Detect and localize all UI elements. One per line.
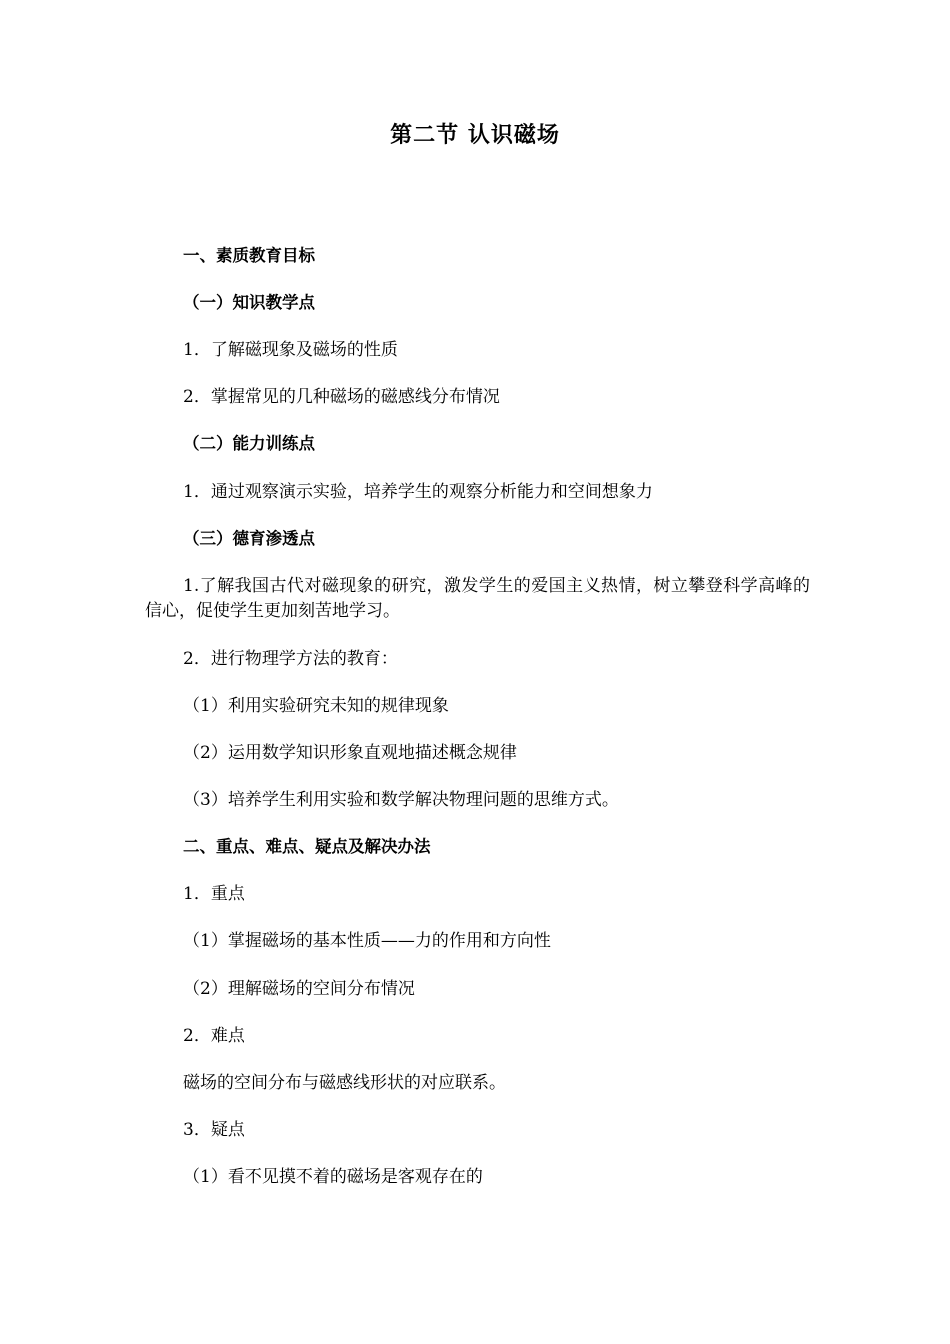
list-item: （1）利用实验研究未知的规律现象	[183, 696, 449, 716]
list-item: 2．进行物理学方法的教育：	[183, 649, 398, 669]
list-item: 磁场的空间分布与磁感线形状的对应联系。	[183, 1073, 506, 1093]
list-item: 2．难点	[183, 1026, 245, 1046]
section-heading: 二、重点、难点、疑点及解决办法	[183, 837, 431, 856]
page-title: 第二节 认识磁场	[390, 123, 560, 148]
subsection-heading: （一）知识教学点	[183, 293, 315, 312]
list-item: 1．通过观察演示实验，培养学生的观察分析能力和空间想象力	[183, 482, 653, 502]
list-item: （2）运用数学知识形象直观地描述概念规律	[183, 743, 517, 763]
paragraph: 1.了解我国古代对磁现象的研究，激发学生的爱国主义热情，树立攀登科学高峰的信心，促使学生更加刻苦地学习。	[145, 576, 810, 621]
list-item: 1．重点	[183, 884, 245, 904]
subsection-heading: （三）德育渗透点	[183, 529, 315, 548]
list-item: （2）理解磁场的空间分布情况	[183, 979, 415, 999]
list-item: 3．疑点	[183, 1120, 245, 1140]
list-item: （1）看不见摸不着的磁场是客观存在的	[183, 1167, 483, 1187]
list-item: 2．掌握常见的几种磁场的磁感线分布情况	[183, 387, 500, 407]
subsection-heading: （二）能力训练点	[183, 434, 315, 453]
list-item: （1）掌握磁场的基本性质——力的作用和方向性	[183, 931, 551, 951]
list-item: 1．了解磁现象及磁场的性质	[183, 340, 398, 360]
list-item: （3）培养学生利用实验和数学解决物理问题的思维方式。	[183, 790, 619, 810]
section-heading: 一、素质教育目标	[183, 246, 315, 265]
